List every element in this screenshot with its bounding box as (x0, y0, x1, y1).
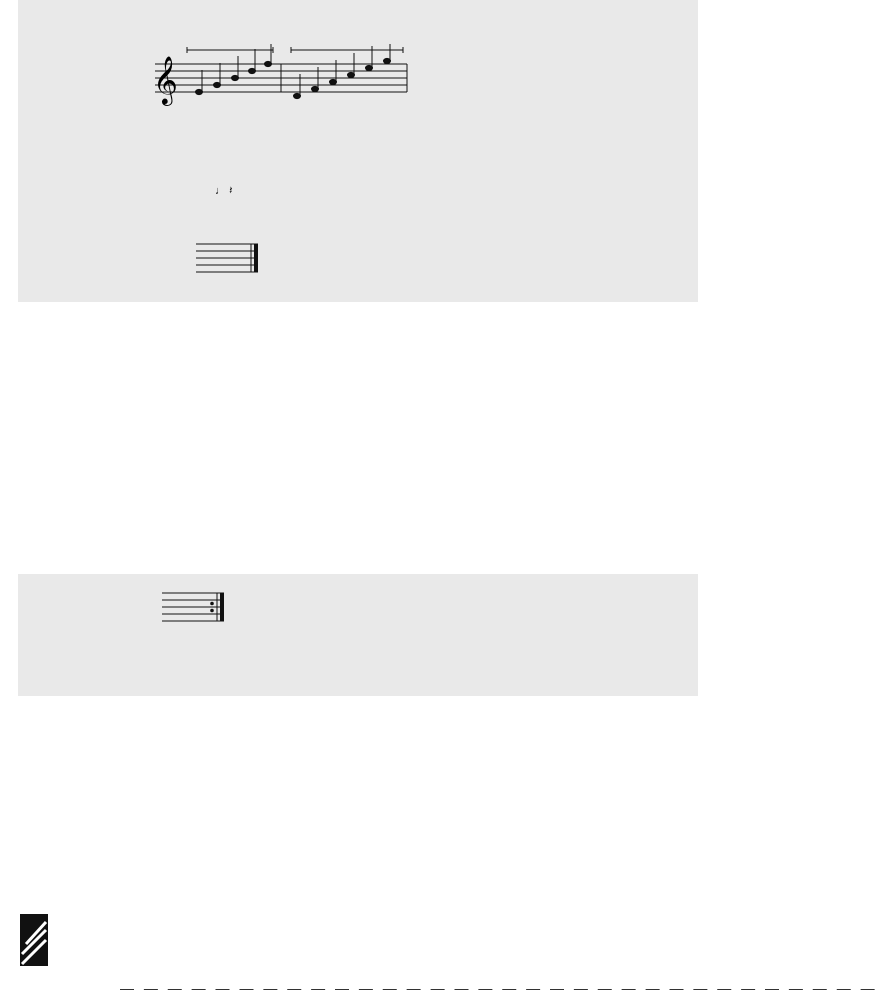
essential-elements-quiz-icon (20, 914, 48, 966)
theory-panel-bottom (18, 574, 698, 696)
exercise-8-counting (33, 826, 109, 837)
repeat-sign-illustration (162, 590, 228, 624)
exercise-6-staff (0, 360, 724, 420)
exercise-9-staff (0, 904, 724, 964)
treble-clef-icon: 𝄞 (153, 55, 178, 104)
treble-clef-staff-illustration (155, 44, 415, 114)
counting-write-in-lines: — — — — — — — — — — — — — — — — — — — — — — — — — — — — — — — — (120, 980, 878, 996)
quarter-note-icon: ♩ (215, 185, 226, 197)
exercise-8-title (18, 729, 24, 745)
exercise-8-staff (0, 758, 724, 818)
quarter-rest-icon: 𝄽 (229, 185, 233, 197)
double-bar-illustration (196, 241, 266, 275)
time-sig-note-text (215, 181, 232, 201)
exercise-7-staff (0, 481, 724, 541)
exercise-9-title (18, 873, 24, 889)
exercise-6-title (18, 331, 24, 347)
